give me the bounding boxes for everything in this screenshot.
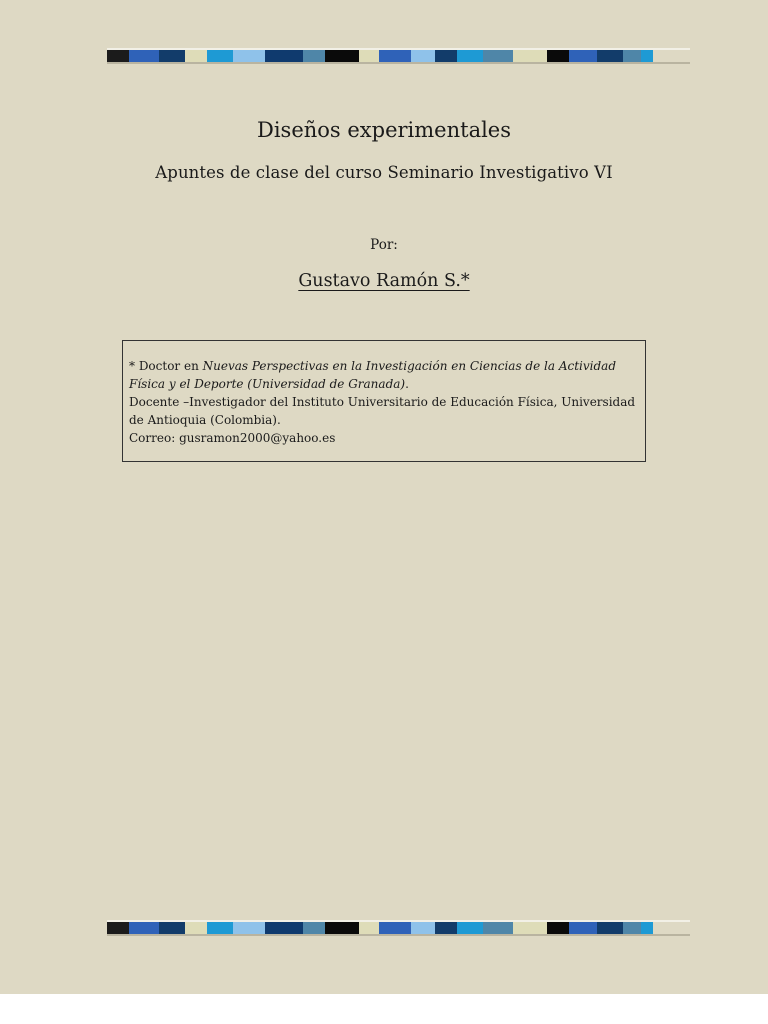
stripe-segment: [483, 922, 513, 934]
document-subtitle: Apuntes de clase del curso Seminario Investigativo VI: [155, 163, 613, 182]
stripe-segment: [359, 50, 379, 62]
bottom-decorative-stripe: [107, 920, 690, 934]
stripe-segment: [265, 50, 303, 62]
stripe-segment: [641, 50, 653, 62]
footnote-suffix: .: [405, 377, 409, 391]
top-decorative-stripe: [107, 48, 690, 62]
stripe-segment: [207, 50, 233, 62]
stripe-segment: [359, 922, 379, 934]
stripe-segment: [435, 50, 457, 62]
stripe-segment: [129, 922, 159, 934]
stripe-segment: [483, 50, 513, 62]
footnote-email: Correo: gusramon2000@yahoo.es: [129, 431, 336, 445]
stripe-segment: [411, 50, 435, 62]
stripe-segment: [325, 50, 359, 62]
stripe-segment: [159, 50, 185, 62]
document-title: Diseños experimentales: [256, 118, 512, 142]
by-label: Por:: [370, 237, 398, 253]
stripe-segment: [597, 922, 623, 934]
author-name: [0, 271, 768, 291]
stripe-segment: [233, 922, 265, 934]
stripe-segment: [379, 922, 411, 934]
stripe-segment: [379, 50, 411, 62]
author-footnote-box: [122, 340, 646, 462]
stripe-segment: [457, 50, 483, 62]
stripe-segment: [547, 922, 569, 934]
footnote-program: Nuevas Perspectivas en la Investigación en Ciencias de la Actividad Física y el Deporte (Universidad de Granada): [129, 359, 617, 391]
stripe-segment: [107, 50, 129, 62]
author-name-text: Gustavo Ramón S.*: [298, 271, 470, 291]
stripe-segment: [107, 922, 129, 934]
stripe-segment: [435, 922, 457, 934]
stripe-segment: [411, 922, 435, 934]
stripe-segment: [185, 50, 207, 62]
footnote-credentials: [129, 357, 639, 393]
stripe-segment: [623, 50, 641, 62]
stripe-segment: [303, 50, 325, 62]
stripe-segment: [303, 922, 325, 934]
stripe-segment: [207, 922, 233, 934]
stripe-segment: [159, 922, 185, 934]
stripe-segment: [569, 922, 597, 934]
stripe-segment: [325, 922, 359, 934]
stripe-segment: [129, 50, 159, 62]
stripe-segment: [233, 50, 265, 62]
stripe-segment: [457, 922, 483, 934]
stripe-segment: [265, 922, 303, 934]
stripe-segment: [547, 50, 569, 62]
stripe-segment: [597, 50, 623, 62]
stripe-segment: [569, 50, 597, 62]
stripe-segment: [641, 922, 653, 934]
footnote-affiliation: Docente –Investigador del Instituto Universitario de Educación Física, Universidad de Antioquia (Colombia).: [129, 395, 636, 427]
stripe-segment: [623, 922, 641, 934]
stripe-segment: [513, 50, 547, 62]
footnote-prefix: * Doctor en: [129, 359, 203, 373]
stripe-segment: [513, 922, 547, 934]
stripe-segment: [185, 922, 207, 934]
